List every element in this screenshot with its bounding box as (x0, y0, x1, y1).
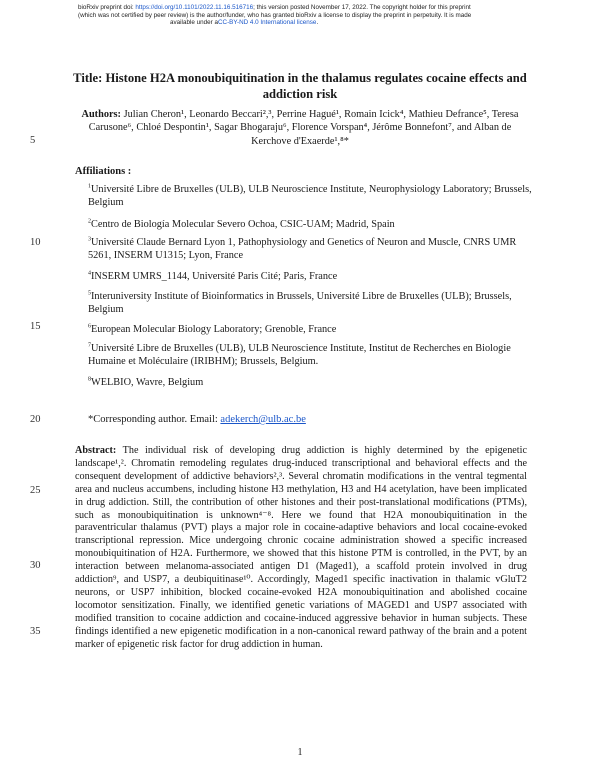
line-number: 25 (30, 485, 41, 496)
abstract (75, 445, 527, 652)
line-number: 35 (30, 626, 41, 637)
affiliation-item: $^7$Université Libre de Bruxelles (ULB), ULB Neuroscience Institute, Institut de Recherches en Biologie Humaine et Moléculaire (IRIBHM); Brussels, Belgium. (88, 342, 511, 368)
header-line-2: (which was not certified by peer review) is the author/funder, who has granted bioRxiv a license to display the preprint in perpetuity. It is made (78, 11, 472, 19)
affiliation-item: $^6$European Molecular Biology Laboratory; Grenoble, France (88, 323, 337, 335)
affiliation-item: $^4$INSERM UMRS_1144, Université Paris Cité; Paris, France (88, 270, 338, 282)
authors-text: Julian Cheron¹, Leonardo Beccari²,³, Perrine Hagué¹, Romain Icick⁴, Mathieu Defrance⁵, Teresa Carusone⁶, Chloé Despontin¹, Sagar Bhogaraju⁶, Florence Vorspan⁴, Jérôme Bonnefont⁷, and Alban de Kerchove d'Exaerde¹,⁸* (88, 109, 519, 147)
author-list (74, 108, 526, 148)
affiliation-item: $^8$WELBIO, Wavre, Belgium (88, 376, 204, 388)
corresponding-author: *Corresponding author. Email: adekerch@ulb.ac.be (88, 414, 306, 425)
license-link[interactable]: CC-BY-ND 4.0 International license (217, 19, 317, 27)
line-number: 15 (30, 321, 41, 332)
preprint-header (78, 4, 548, 27)
line-number: 5 (30, 135, 36, 146)
authors-label: Authors: (81, 109, 121, 120)
abstract-text: The individual risk of developing drug addiction is highly determined by the epigenetic landscape¹,². Chromatin remodeling regulates drug-induced transcriptional and behavioral effects and the consequent development of addictive behaviors²,³. Several chromatin modifications in the ventral tegmental area and nucleus accumbens, including histone H3 methylation, H3 and H4 acetylation, have been implicated in drug addiction. Still, the contribution of other histones and their post-translational modifications (PTMs), such as monoubiquitination is unknown⁴⁻⁸. Here we found that H2A monoubiquitination in the paraventricular thalamus (PVT) plays a major role in cocaine-adaptive behaviors and local cocaine-evoked transcriptional repression. Mice undergoing chronic cocaine administration showed a specific increased monoubiquitination of H2A. Furthermore, we showed that this histone PTM is controlled, in the PVT, by an interaction between melanoma-associated antigen D1 (Maged1), a scaffold protein involved in drug addiction⁹, and USP7, a deubiquitinase¹⁰. Accordingly, Maged1 specific inactivation in thalamic vGluT2 neurons, or USP7 inhibition, blocked cocaine-evoked H2A monoubiquitination and abolished cocaine locomotor sensitization. Finally, we identified genetic variations of MAGED1 and USP7 associated with modified transition to cocaine addiction and cocaine-induced aggressive behavior in human subjects. These findings identified a new epigenetic modification in a non-canonical reward pathway of the brain and a potent marker of epigenetic risk factor for drug addiction in human. (75, 445, 527, 650)
line-number: 30 (30, 560, 41, 571)
paper-title: Title: Histone H2A monoubiquitination in the thalamus regulates cocaine effects and addiction risk (73, 71, 527, 101)
line-number: 20 (30, 414, 41, 425)
header-line-1: bioRxiv preprint doi: https://doi.org/10.1101/2022.11.16.516716; this version posted November 17, 2022. The copyright holder for this preprint (78, 4, 471, 11)
line-number: 10 (30, 237, 41, 248)
affiliation-item: $^3$Université Claude Bernard Lyon 1, Pathophysiology and Genetics of Neuron and Muscle, CNRS UMR 5261, INSERM U1315; Lyon, France (88, 236, 517, 262)
header-line-3: available under aCC-BY-ND 4.0 International license. (170, 19, 319, 27)
affiliation-item: $^1$Université Libre de Bruxelles (ULB), ULB Neuroscience Institute, Neurophysiology Laboratory; Brussels, Belgium (88, 183, 532, 209)
page-number: 1 (297, 747, 303, 758)
affiliations-heading: Affiliations : (75, 166, 132, 177)
affiliation-item: $^2$Centro de Biología Molecular Severo Ochoa, CSIC-UAM; Madrid, Spain (88, 218, 395, 230)
email-link[interactable]: adekerch@ulb.ac.be (220, 414, 306, 425)
affiliation-item: $^5$Interuniversity Institute of Bioinformatics in Brussels, Université Libre de Bruxelles (ULB); Brussels, Belgium (88, 290, 512, 316)
doi-link[interactable]: https://doi.org/10.1101/2022.11.16.516716 (135, 4, 254, 11)
abstract-label: Abstract: (75, 445, 117, 456)
